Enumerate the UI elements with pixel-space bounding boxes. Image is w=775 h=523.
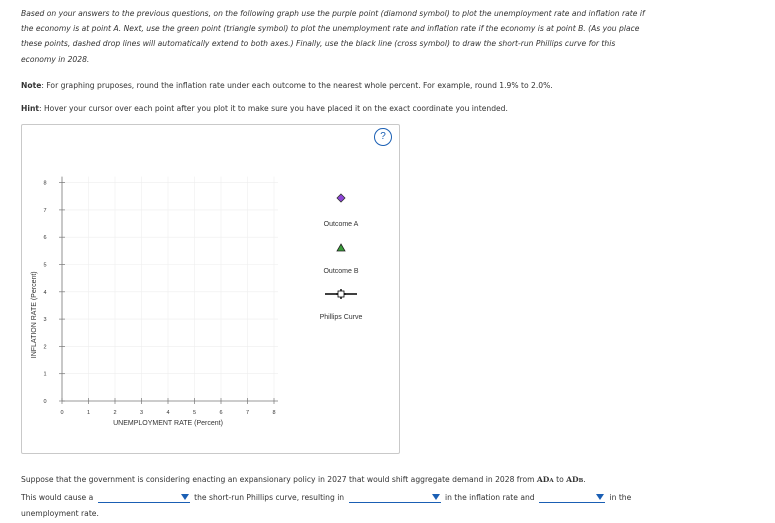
- x-tick-label: 2: [113, 410, 117, 416]
- ad-a-subscript: A: [549, 478, 554, 484]
- y-tick-label: 8: [43, 180, 47, 187]
- question-to: to: [553, 475, 567, 484]
- triangle-icon[interactable]: [337, 244, 345, 251]
- x-tick-label: 3: [139, 410, 144, 416]
- x-axis-label: UNEMPLOYMENT RATE (Percent): [113, 420, 223, 427]
- question-line1: Suppose that the government is considering enacting an expansionary policy in 2027 that would shift aggregate demand in 2028 from: [21, 475, 537, 484]
- y-tick-label: 0: [43, 399, 47, 405]
- question-part4: in the inflation rate and: [444, 492, 535, 502]
- question-part6: unemployment rate.: [21, 509, 99, 518]
- question-text: [21, 472, 641, 523]
- help-icon[interactable]: ?: [374, 128, 392, 146]
- x-tick-label: 4: [166, 410, 170, 416]
- y-tick-label: 6: [43, 235, 47, 242]
- x-tick-label: 0: [60, 410, 64, 416]
- ad-b: [566, 475, 586, 484]
- ad-b-subscript: B: [578, 478, 584, 484]
- y-tick-label: 4: [43, 289, 47, 296]
- question-period: .: [583, 475, 586, 484]
- hint-label: Hint: [21, 104, 39, 113]
- x-tick-label: 1: [86, 410, 91, 416]
- chevron-down-icon: [596, 494, 604, 500]
- ad-a: [537, 475, 554, 484]
- phillips-curve-label: Phillips Curve: [319, 314, 363, 321]
- question-part3: the short-run Phillips curve, resulting in: [194, 492, 345, 502]
- tool-palette[interactable]: [320, 194, 363, 321]
- y-tick-label: 7: [43, 207, 47, 214]
- y-tick-label: 3: [43, 317, 47, 324]
- hint-body: : Hover your cursor over each point after you plot it to make sure you have placed it on the exact coordinate you intended.: [39, 104, 508, 113]
- x-tick-label: 7: [245, 410, 250, 416]
- y-tick-label: 1: [43, 371, 47, 378]
- question-part2: This would cause a: [21, 492, 94, 502]
- chevron-down-icon: [432, 494, 440, 500]
- ad-a-symbol: AD: [536, 475, 550, 484]
- x-tick-label: 5: [192, 410, 197, 416]
- note-body: : For graphing pruposes, round the inflation rate under each outcome to the nearest whole percent. For example, round 1.9% to 2.0%.: [41, 81, 553, 90]
- outcome-a-label: Outcome A: [323, 221, 359, 228]
- x-tick-label: 8: [272, 410, 276, 416]
- diamond-icon[interactable]: [337, 194, 345, 202]
- cross-line-icon[interactable]: [325, 289, 357, 299]
- ad-b-symbol: AD: [566, 475, 579, 484]
- x-tick-label: 6: [219, 410, 223, 416]
- y-tick-label: 2: [43, 344, 47, 351]
- outcome-b-label: Outcome B: [323, 268, 359, 275]
- chevron-down-icon: [181, 494, 189, 500]
- shift-direction-dropdown[interactable]: [98, 493, 190, 503]
- graph-axes: [31, 177, 278, 427]
- y-tick-label: 5: [43, 262, 47, 269]
- inflation-change-dropdown[interactable]: [349, 493, 441, 503]
- y-axis-label: INFLATION RATE (Percent): [31, 271, 38, 359]
- note-label: Note: [21, 81, 42, 90]
- question-part5: in the: [609, 492, 632, 502]
- instructions-text: Based on your answers to the previous questions, on the following graph use the purple point (diamond symbol) to plot the unemployment rate and inflation rate if the economy is at point A. Next, use the green point (triangle symbol) to plot the unemployment rate and inflation rate if the economy is at point B. (As you place these points, dashed drop lines will automatically extend to both axes.) Finally, use the black line (cross symbol) to draw the short-run Phillips curve for this economy in 2028.: [21, 9, 645, 64]
- unemployment-change-dropdown[interactable]: [539, 493, 605, 503]
